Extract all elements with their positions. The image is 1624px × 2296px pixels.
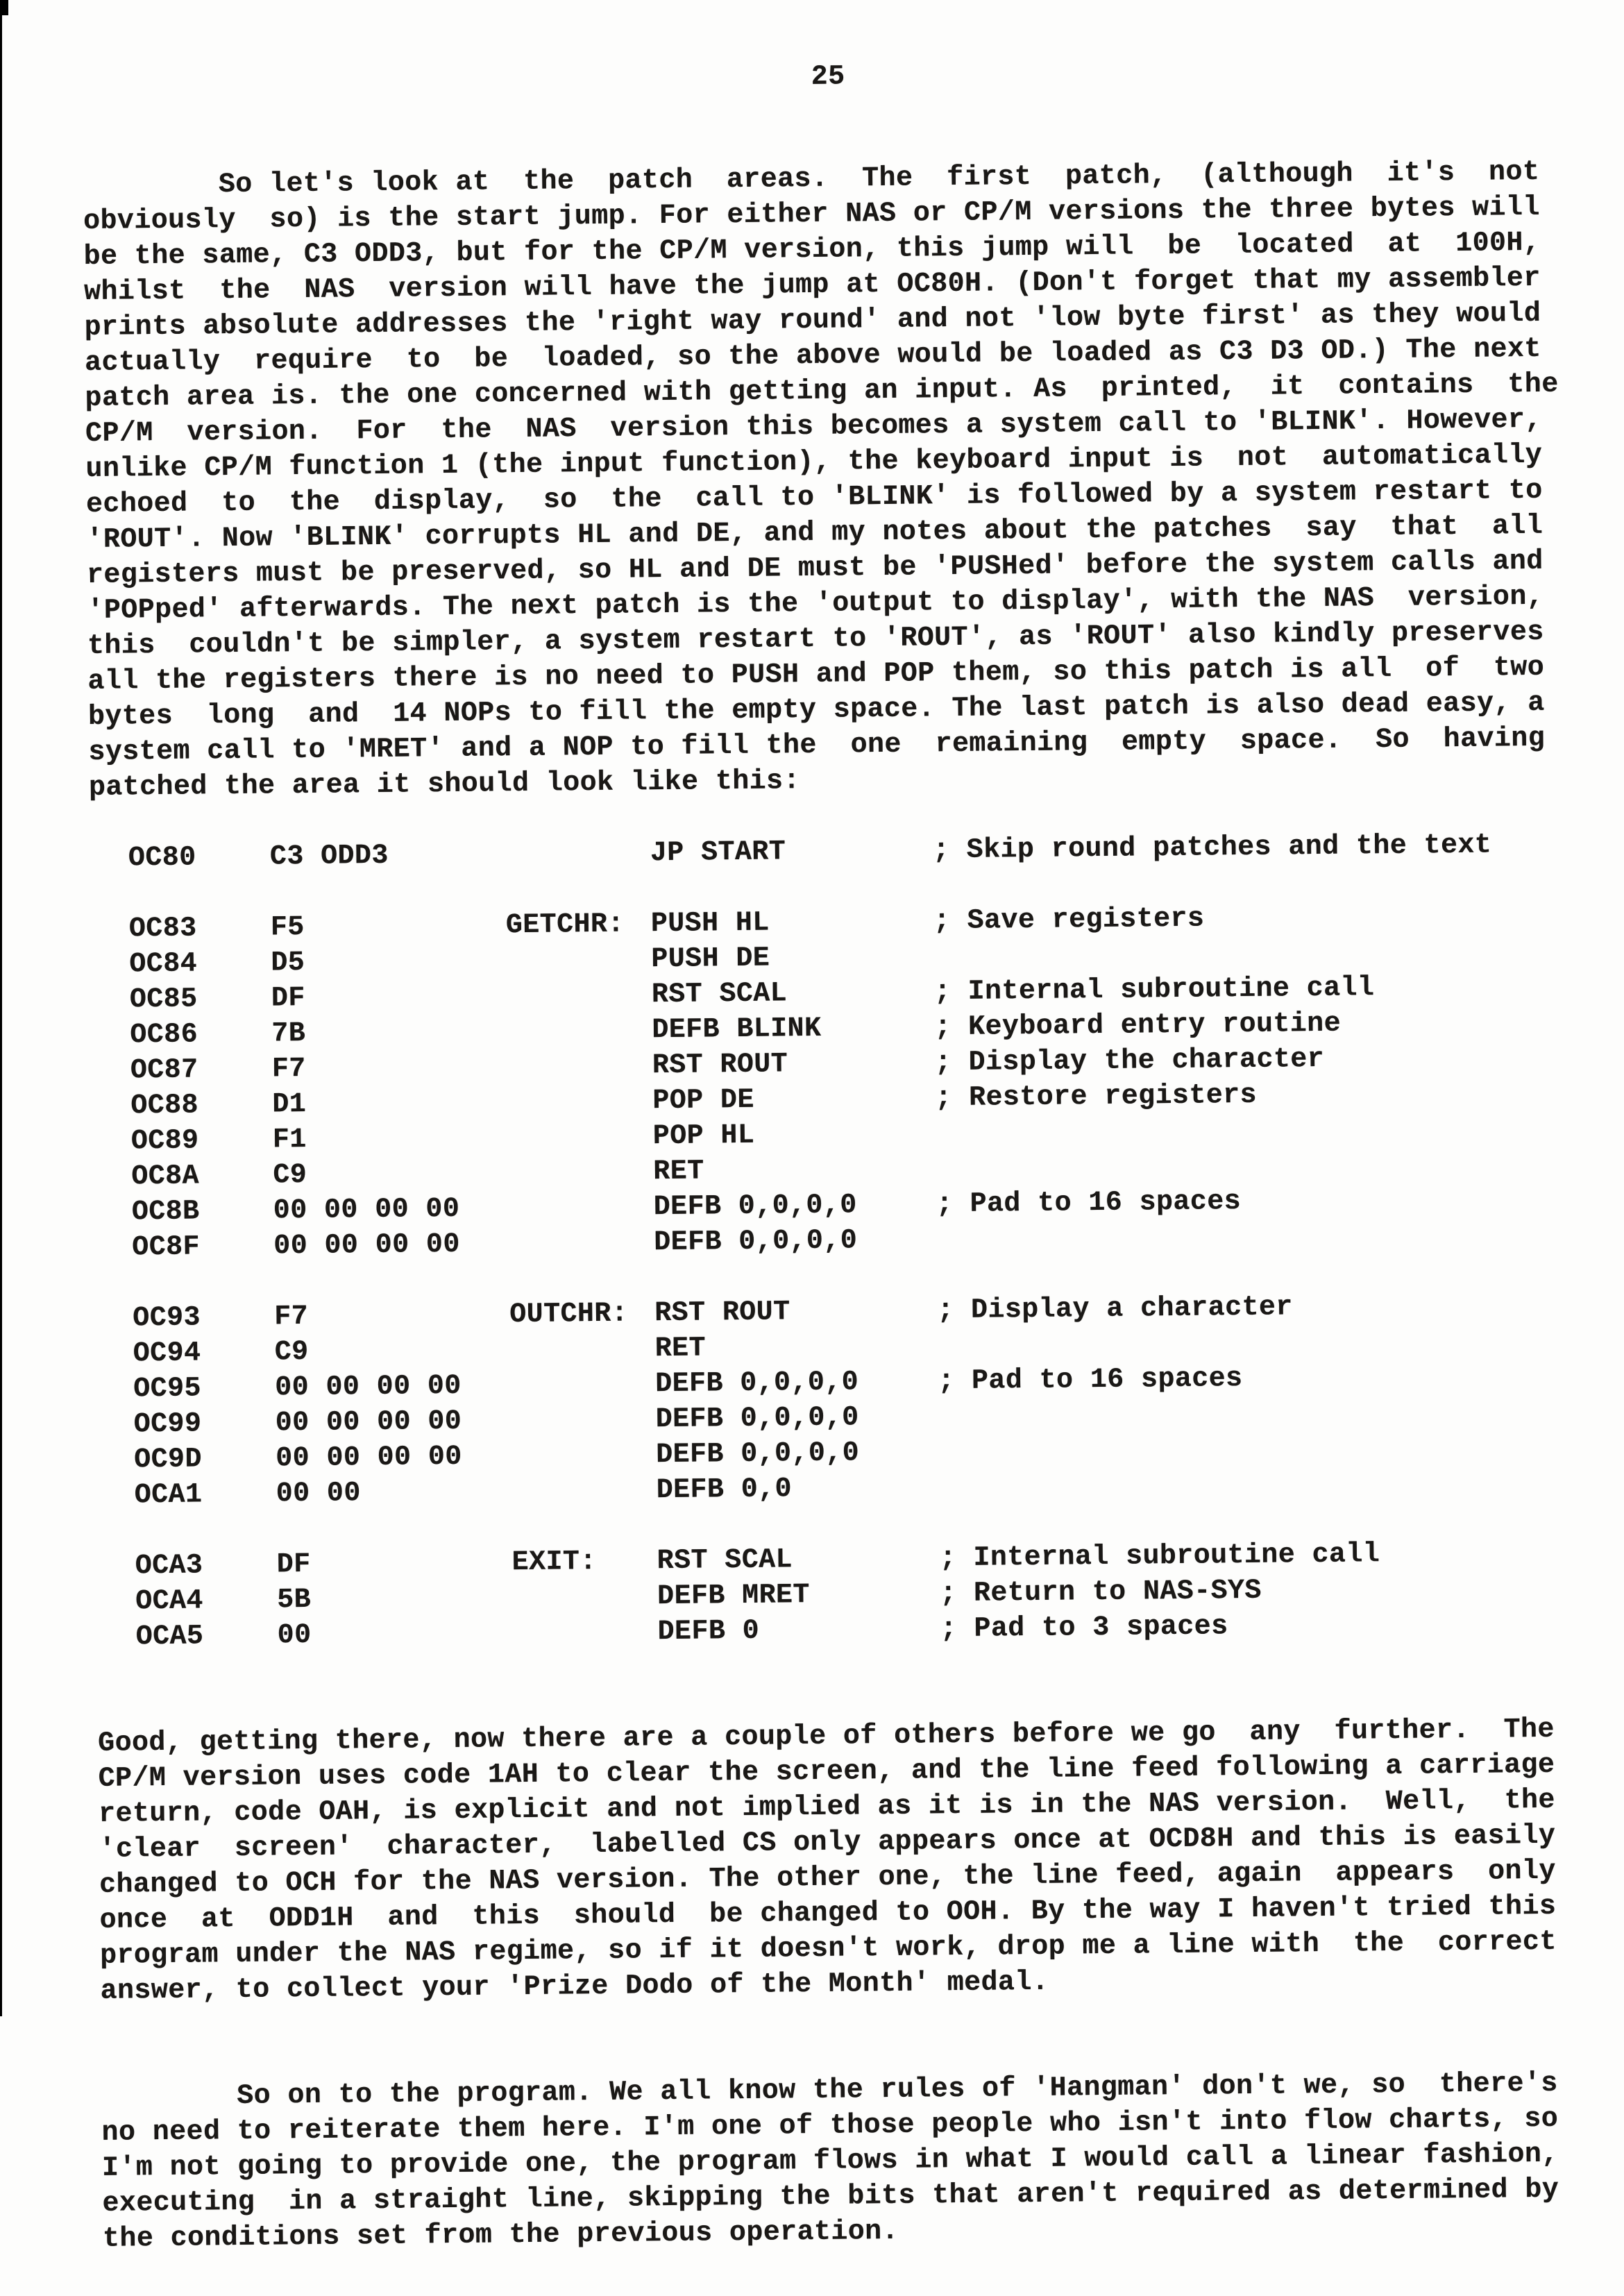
listing-addr: OC8B (131, 1196, 200, 1229)
listing-instr: POP DE (652, 1084, 754, 1117)
listing-label (508, 1154, 653, 1191)
text-line: registers must be preserved, so HL and DE must be 'PUSHed' before the system calls and (86, 546, 1543, 591)
listing-bytes: 00 00 (276, 1478, 361, 1510)
listing-label (510, 1331, 655, 1368)
listing-label (507, 1013, 652, 1049)
listing-label (508, 1119, 653, 1156)
scan-corner-artifact (0, 0, 8, 15)
listing-comment: ; Restore registers (935, 1079, 1258, 1115)
listing-addr: OC84 (129, 948, 198, 981)
listing-instr: RST SCAL (657, 1544, 793, 1578)
listing-label: EXIT: (511, 1546, 597, 1579)
listing-label (512, 1614, 657, 1651)
text-line: CP/M version. For the NAS version this becomes a system call to 'BLINK'. However, (85, 404, 1542, 450)
listing-comment (936, 1145, 1584, 1187)
text-line: all the registers there is no need to PUSH and POP them, so this patch is all of two (87, 652, 1545, 698)
listing-label (511, 1402, 656, 1439)
listing-row (128, 827, 1582, 876)
listing-addr: OC8F (132, 1231, 201, 1264)
listing-addr: OCA1 (134, 1479, 203, 1512)
listing-instr: RET (653, 1156, 704, 1188)
listing-addr: OC93 (133, 1302, 201, 1335)
listing-bytes: 00 00 00 00 (275, 1406, 462, 1440)
listing-comment: ; Internal subroutine call (939, 1539, 1380, 1575)
paragraph-intro-patches (83, 154, 1581, 806)
listing-start-jump (90, 827, 1582, 877)
listing-label (511, 1437, 656, 1474)
listing-bytes: 7B (271, 1018, 306, 1050)
listing-label (509, 1225, 654, 1262)
listing-bytes: 00 00 00 00 (273, 1193, 460, 1227)
listing-comment (938, 1322, 1587, 1364)
listing-getchr (90, 897, 1586, 1266)
page-number: 25 (811, 61, 845, 93)
listing-instr: DEFB 0,0,0,0 (655, 1402, 859, 1436)
listing-addr: OC9D (134, 1444, 203, 1476)
listing-comment (936, 1216, 1585, 1258)
listing-exit (96, 1535, 1589, 1655)
listing-bytes: 00 00 00 00 (275, 1370, 462, 1404)
listing-label (511, 1473, 656, 1510)
text-line: 'clear screen' character, labelled CS only appears once at OCD8H and this is easily (99, 1820, 1556, 1866)
listing-addr: OC80 (128, 842, 196, 875)
listing-instr: DEFB 0,0 (656, 1474, 793, 1507)
listing-instr: RST ROUT (652, 1049, 788, 1082)
text-line: bytes long and 14 NOPs to fill the empty space. The last patch is also dead easy, a (87, 687, 1545, 733)
listing-instr: RST SCAL (651, 978, 788, 1011)
listing-comment: ; Save registers (933, 903, 1205, 938)
text-line: unlike CP/M function 1 (the input function), the keyboard input is not automatically (85, 439, 1543, 485)
listing-label (507, 1048, 652, 1085)
paragraph-hangman (101, 2066, 1595, 2257)
listing-label (510, 1367, 655, 1403)
listing-comment (938, 1393, 1587, 1435)
text-line: Good, getting there, now there are a couple of others before we go any further. The (97, 1714, 1555, 1759)
listing-comment (938, 1464, 1587, 1505)
listing-addr: OC8A (131, 1160, 200, 1193)
listing-instr: RET (654, 1333, 707, 1365)
text-line: return, code OAH, is explicit and not implied as it is in the NAS version. Well, the (98, 1784, 1556, 1830)
listing-instr: PUSH DE (651, 943, 770, 976)
text-line: CP/M version uses code 1AH to clear the screen, and the line feed following a carriage (98, 1749, 1555, 1795)
listing-addr: OC85 (129, 984, 198, 1016)
listing-bytes: 00 00 00 00 (273, 1229, 460, 1263)
text-line: this couldn't be simpler, a system restart to 'ROUT', as 'ROUT' also kindly preserves (87, 616, 1544, 662)
text-line: executing in a straight line, skipping the bits that aren't required as determined by (102, 2174, 1559, 2220)
listing-addr: OCA3 (135, 1550, 203, 1582)
listing-bytes: F5 (270, 911, 305, 944)
listing-comment: ; Pad to 16 spaces (936, 1186, 1242, 1221)
listing-bytes: F1 (272, 1124, 307, 1156)
scan-edge-artifact (0, 0, 2, 2016)
text-line: patch area is. the one concerned with getting an input. As printed, it contains the (85, 369, 1559, 414)
text-line: I'm not going to provide one, the program flows in what I would call a linear fashion, (101, 2138, 1559, 2184)
listing-label: GETCHR: (505, 909, 625, 942)
listing-comment: ; Pad to 3 spaces (940, 1611, 1228, 1646)
text-line: the conditions set from the previous operation. (102, 2215, 899, 2255)
listing-bytes: F7 (271, 1053, 306, 1086)
listing-comment: ; Display a character (937, 1292, 1293, 1327)
listing-comment (936, 1110, 1584, 1151)
listing-addr: OC88 (130, 1090, 199, 1122)
listing-instr: DEFB 0 (657, 1615, 760, 1648)
text-line: be the same, C3 ODD3, but for the CP/M version, this jump will be located at 100H, (83, 227, 1541, 273)
listing-addr: OC87 (130, 1054, 198, 1087)
listing-label (505, 836, 650, 872)
text-blocks (83, 154, 1595, 2256)
listing-bytes: D5 (271, 947, 305, 979)
text-line: 'ROUT'. Now 'BLINK' corrupts HL and DE, and my notes about the patches say that all (86, 510, 1543, 556)
text-line: prints absolute addresses the 'right way round' and not 'low byte first' as they would (84, 298, 1541, 344)
text-line: actually require to be loaded, so the above would be loaded as C3 D3 OD.) The next (84, 333, 1541, 379)
listing-addr: OC89 (130, 1125, 199, 1158)
listing-addr: OC95 (133, 1373, 202, 1406)
listing-instr: DEFB MRET (657, 1580, 811, 1613)
text-line: answer, to collect your 'Prize Dodo of the Month' medal. (100, 1966, 1049, 2007)
listing-instr: JP START (650, 836, 786, 870)
listing-addr: OC83 (128, 913, 197, 945)
text-line: once at ODD1H and this should be changed to OOH. By the way I haven't tried this (99, 1891, 1557, 1936)
listing-instr: DEFB 0,0,0,0 (655, 1367, 859, 1401)
listing-instr: RST ROUT (654, 1297, 790, 1330)
listing-bytes: 00 (277, 1619, 312, 1652)
listing-instr: DEFB 0,0,0,0 (656, 1437, 860, 1471)
listing-bytes: C9 (274, 1336, 309, 1369)
text-line: So on to the program. We all know the rules of 'Hangman' don't we, so there's (101, 2068, 1558, 2113)
listing-instr: DEFB 0,0,0,0 (653, 1190, 857, 1224)
listing-comment (938, 1428, 1587, 1470)
listing-comment: ; Pad to 16 spaces (938, 1363, 1243, 1398)
text-line: program under the NAS regime, so if it doesn't work, drop me a line with the correct (99, 1926, 1557, 1972)
listing-label (506, 942, 651, 979)
listing-addr: OC86 (130, 1019, 198, 1052)
listing-bytes: 00 00 00 00 (276, 1441, 462, 1475)
listing-addr: OC94 (133, 1337, 201, 1370)
listing-comment: ; Skip round patches and the text (932, 829, 1492, 867)
listing-outchr (94, 1287, 1588, 1514)
listing-bytes: DF (271, 982, 305, 1015)
listing-addr: OCA5 (135, 1621, 204, 1653)
listing-addr: OC99 (133, 1408, 202, 1441)
listing-addr: OCA4 (135, 1585, 204, 1618)
listing-label: OUTCHR: (509, 1298, 629, 1331)
listing-label (509, 1190, 654, 1226)
text-line: system call to 'MRET' and a NOP to fill the one remaining empty space. So having (88, 723, 1546, 768)
listing-bytes: C3 ODD3 (269, 840, 389, 873)
listing-bytes: D1 (272, 1088, 307, 1121)
listing-instr: PUSH HL (650, 907, 770, 940)
text-line: changed to OCH for the NAS version. The other one, the line feed, again appears only (99, 1855, 1557, 1901)
listing-comment: ; Return to NAS-SYS (939, 1575, 1262, 1610)
listing-comment: ; Internal subroutine call (933, 972, 1375, 1008)
listing-bytes: DF (276, 1548, 311, 1581)
text-line: no need to reiterate them here. I'm one of those people who isn't into flow charts, so (101, 2103, 1559, 2149)
text-line: echoed to the display, so the call to 'BLINK' is followed by a system restart to (85, 475, 1543, 521)
listing-label (507, 1083, 652, 1120)
listing-comment (933, 933, 1582, 974)
listing-instr: DEFB BLINK (652, 1013, 822, 1047)
text-line: obviously so) is the start jump. For either NAS or CP/M versions the three bytes will (83, 192, 1541, 237)
listing-label (507, 977, 652, 1014)
listing-bytes: F7 (274, 1301, 309, 1333)
listing-bytes: 5B (277, 1584, 312, 1617)
listing-comment: ; Keyboard entry routine (934, 1008, 1342, 1044)
paragraph-clear-screen (98, 1712, 1593, 2009)
listing-label (512, 1579, 657, 1616)
text-line: whilst the NAS version will have the jump at OC80H. (Don't forget that my assembler (83, 262, 1541, 308)
listing-bytes: C9 (273, 1159, 307, 1192)
text-line: patched the area it should look like this: (88, 766, 801, 804)
listing-instr: DEFB 0,0,0,0 (654, 1225, 858, 1259)
listing-comment: ; Display the character (934, 1043, 1325, 1079)
page-content (82, 52, 1595, 2256)
listing-instr: POP HL (652, 1120, 755, 1153)
text-line: So let's look at the patch areas. The first patch, (although it's not (83, 156, 1540, 202)
text-line: 'POPped' afterwards. The next patch is the 'output to display', with the NAS version, (87, 581, 1544, 627)
